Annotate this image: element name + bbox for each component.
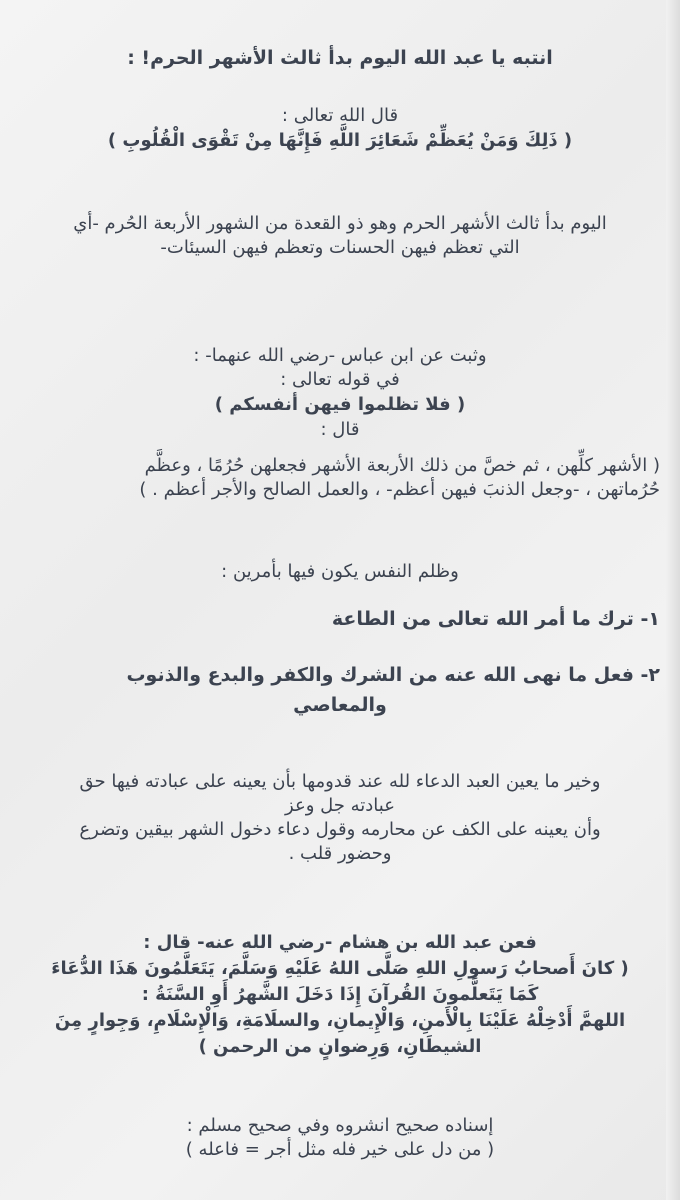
ibn-abbas-verse: ( فلا تظلموا فيهن أنفسكم ) — [214, 394, 466, 415]
ibn-abbas-quote: ( الأشهر كلِّهن ، ثم خصَّ من ذلك الأربعة الأشهر فجعلهن حُرُمًا ، وعظَّم حُرُماتهن ، -وجعل الذنبَ فيهن أعظم- ، والعمل الصالح والأجر أعظم . ) — [139, 455, 660, 500]
hadith-section — [20, 930, 660, 1060]
verse-intro: قال الله تعالى : — [281, 105, 399, 126]
hadith-line: كَمَا يَتَعلَّمونَ القُرآنَ إِذَا دَخَلَ الشَّهرُ أَوِ السَّنَةُ : — [141, 984, 539, 1005]
ibn-abbas-intro: وثبت عن ابن عباس -رضي الله عنهما- : — [193, 345, 487, 366]
source-line: إسناده صحيح انشروه وفي صحيح مسلم : — [186, 1115, 494, 1136]
verse-text: ( ذَلِكَ وَمَنْ يُعَظِّمْ شَعَائِرَ اللَّهِ فَإِنَّهَا مِنْ تَقْوَى الْقُلُوبِ ) — [107, 130, 573, 151]
hadith-intro: فعن عبد الله بن هشام -رضي الله عنه- قال : — [143, 932, 537, 953]
source-section — [20, 1114, 660, 1162]
paragraph-1: اليوم بدأ ثالث الأشهر الحرم وهو ذو القعدة من الشهور الأربعة الحُرم -أي التي تعظم فيهن الحسنات وتعظم فيهن السيئات- — [73, 213, 607, 258]
hadith-line: اللهمَّ أَدْخِلْهُ عَلَيْنَا بِالْأَمنِ، وَالْإِيمانِ، والسلَامَةِ، وَالْإِسْلَامِ، وَجِوارٍ مِنَ — [54, 1010, 626, 1031]
hadith-line: ( كانَ أَصحابُ رَسولِ اللهِ صَلَّى اللهُ عَلَيْهِ وَسَلَّمَ، يَتَعَلَّمُونَ هَذَا الدُّعَاءَ — [51, 958, 629, 979]
hadith-line: الشيطَانِ، وَرِضوانٍ من الرحمن ) — [198, 1036, 482, 1057]
injustice-item-2: ٢- فعل ما نهى الله عنه من الشرك والكفر والبدع والذنوب والمعاصي — [126, 664, 660, 716]
ibn-abbas-in-verse: في قوله تعالى : — [280, 369, 400, 390]
dua-paragraph: وخير ما يعين العبد الدعاء لله عند قدومها بأن يعينه على عبادته فيها حق عبادته جل وعز وأن يعينه على الكف عن محارمه وقول دعاء دخول الشهر بيقين وتضرع وحضور قلب . — [79, 771, 601, 864]
page-edge-shadow — [666, 0, 680, 1200]
ibn-abbas-section — [20, 344, 660, 442]
page-title: انتبه يا عبد الله اليوم بدأ ثالث الأشهر الحرم! : — [127, 47, 553, 69]
ibn-abbas-said: قال : — [320, 419, 360, 440]
source-line: ( من دل على خير فله مثل أجر = فاعله ) — [185, 1139, 495, 1160]
injustice-intro: وظلم النفس يكون فيها بأمرين : — [221, 561, 459, 582]
injustice-item-1: ١- ترك ما أمر الله تعالى من الطاعة — [331, 608, 660, 630]
verse-section — [20, 104, 660, 154]
